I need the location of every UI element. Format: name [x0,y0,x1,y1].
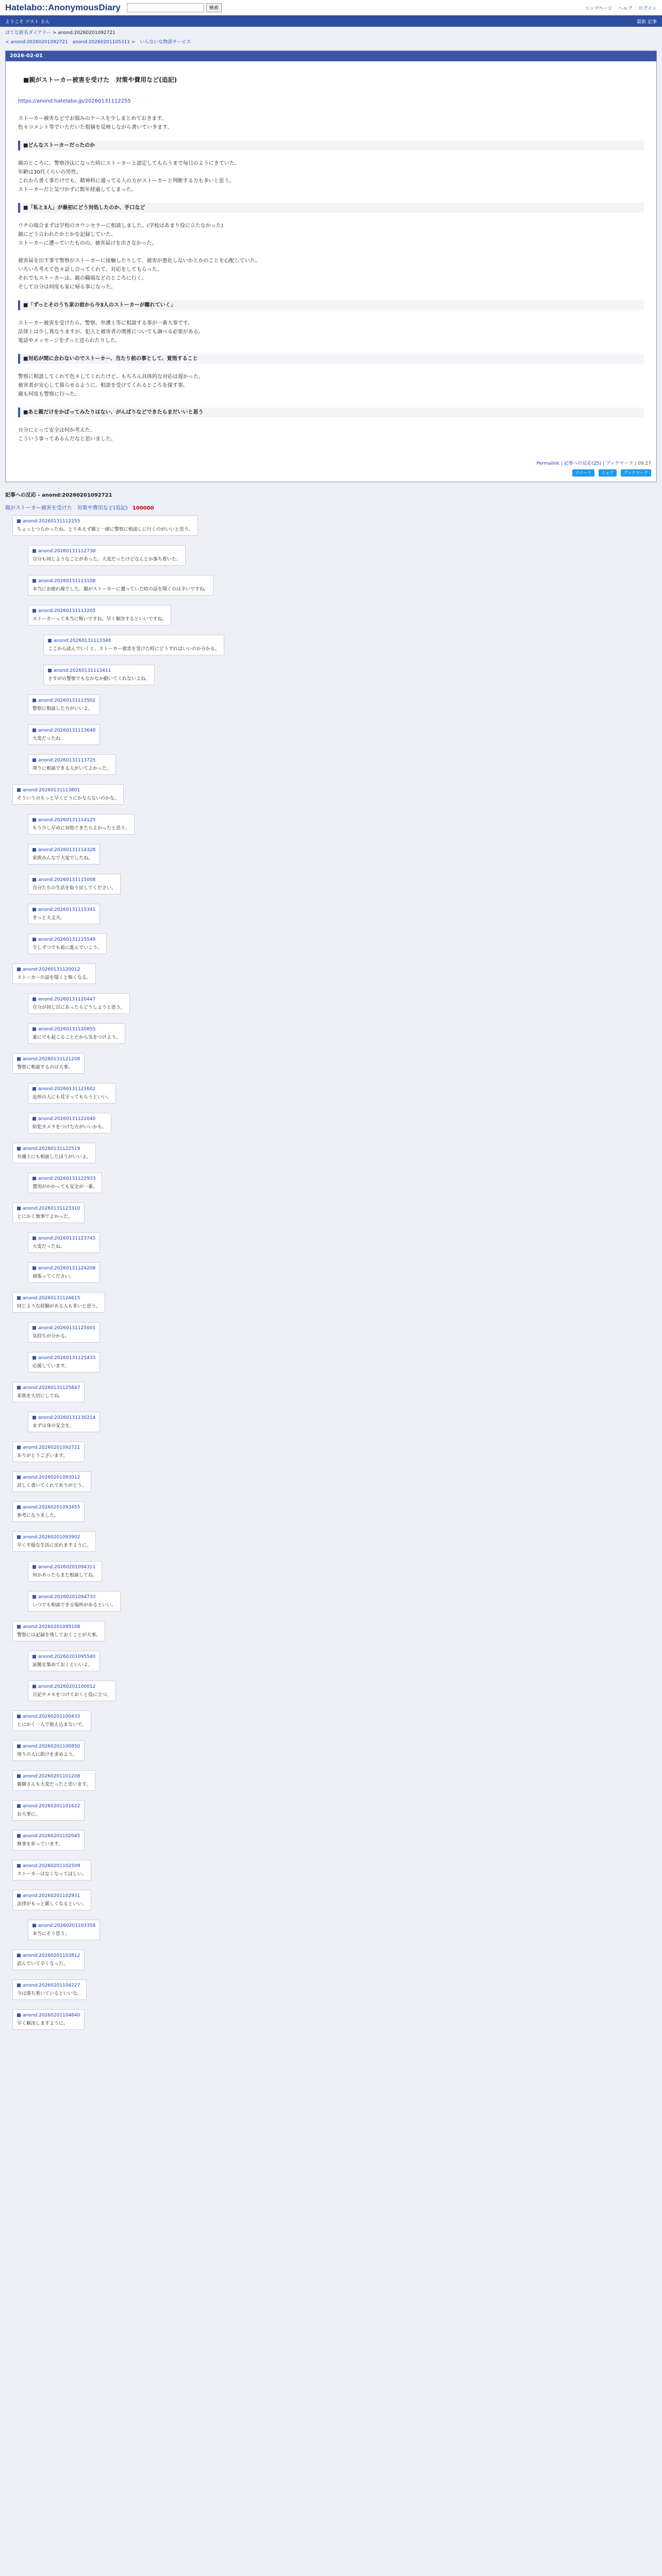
comment-bullet-icon [17,1894,21,1897]
comment-text: 家族みんなで大変でしたね。 [32,856,93,861]
comment-bullet-icon [32,818,36,822]
top-link-login[interactable]: ログイン [638,6,657,11]
comment-text: ストーカーの話を聞くと怖くなる。 [17,975,91,980]
comment-text: 日記やメモをつけておくと役に立つ。 [32,1692,111,1698]
comment [12,963,96,984]
comment [12,1800,85,1821]
comment-text: 費用がかかっても安全が一番。 [32,1184,98,1190]
comment-bullet-icon [17,1505,21,1509]
comment-text: もう少し早めに対処できたらよかったと思う。 [32,826,130,831]
paragraph-line: ■あと親だけをかばってみたりはない、がんばりなどできたらまだいいと思う [23,410,204,415]
comment-text: さすがの警察でもなかなか動いてくれないよね。 [48,676,151,682]
comment-id-link[interactable]: anond:20260131113725 [38,758,96,763]
comment-bullet-icon [32,728,36,732]
paragraph-line: ■「私と3人」が最初にどう対処したのか、手口など [23,205,145,211]
comment-id-link[interactable]: anond:20260201095540 [38,1654,96,1659]
comment-id-link[interactable]: anond:20260131112738 [38,549,96,554]
comment-text: そういうのもっと早くどうにかならないのかな。 [17,796,120,801]
comment-bullet-icon [32,1177,36,1180]
comment-bullet-icon [32,997,36,1001]
prev-entry-link[interactable]: < anond:20260201092721 [5,40,68,45]
comment-text: 自分が同じ目にあったらどうしようと思う。 [32,1005,125,1010]
paragraph [18,222,644,248]
comment-text: 周りの人に助けを求めよう。 [17,1752,78,1757]
comment-id-link[interactable]: anond:20260131112255 [23,519,80,524]
comment-bullet-icon [32,1326,36,1330]
comment-id-link[interactable]: anond:20260131114125 [38,818,96,823]
comment [28,904,100,924]
comment-id-link[interactable]: anond:20260201102509 [23,1863,80,1869]
comment-bullet-icon [17,1774,21,1778]
paragraph [18,426,644,444]
comment-bullet-icon [32,699,36,702]
comment-text: 気持ちが分かる。 [32,1334,70,1339]
top-link-home[interactable]: トップページ [585,6,613,11]
comment-text: 法律がもっと厳しくなるといい。 [17,1902,87,1907]
comment-id-link[interactable]: anond:20260131125433 [38,1355,96,1361]
comment-bullet-icon [17,2013,21,2017]
comment [12,1143,96,1163]
comment-id-link[interactable]: anond:20260131113801 [23,788,80,793]
entry-title[interactable]: ■親がストーカー被害を受けた 対策や費用など(追記) [23,76,177,83]
comment-id-link[interactable]: anond:20260201103812 [23,1953,80,1958]
bookmark-link[interactable]: ブックマーク [605,461,634,466]
entry [5,50,657,482]
section-heading [18,203,644,213]
comment-id-link[interactable]: anond:20260201101208 [23,1774,80,1779]
comment-text: 自分も同じようなことがあった。大変だったけどなんとか落ち着いた。 [32,557,181,562]
paragraph-line: 色々コメント等でいただいた指摘を反映しながら書いていきます。 [18,125,173,130]
comment-text: 家族を大切にしてね。 [17,1394,64,1399]
comment-id-link[interactable]: anond:20260201094733 [38,1595,96,1600]
root-post-tag: 100000 [132,505,154,511]
search-input[interactable] [127,3,204,12]
comment-text: とにかく無事でよかった。 [17,1214,73,1219]
comment-id-link[interactable]: anond:20260131120012 [23,967,80,972]
comment-id-link[interactable]: anond:20260201095108 [23,1624,80,1630]
comment-bullet-icon [48,639,52,642]
comment-bullet-icon [17,1834,21,1838]
comment-id-link[interactable]: anond:20260131123745 [38,1236,96,1241]
comment [28,1920,100,1940]
comment-text: いつでも相談できる場所があるといい。 [32,1603,117,1608]
header [0,0,662,15]
paragraph [18,114,644,132]
comment-text: 何かあったらまた相談してね。 [32,1573,97,1578]
comment [28,1023,125,1044]
comment-text: ちょっとつらかったね。とりあえず親と一緒に警察に相談しに行くのがいいと思う。 [17,527,193,532]
comment [28,605,171,625]
comment-id-link[interactable]: anond:20260131130214 [38,1415,96,1420]
comment-bullet-icon [17,1386,21,1389]
comment-tree [5,515,657,2049]
next-entry-link[interactable]: anond:20260201105311 > [72,40,136,45]
comment-bullet-icon [17,1057,21,1061]
comment-text: お大事に。 [17,1812,41,1817]
comment [28,1651,100,1671]
comment-id-link[interactable]: anond:20260131124208 [38,1266,96,1271]
comment-id-link[interactable]: anond:20260131113348 [54,638,111,643]
section-heading [18,354,644,364]
subbar-links[interactable]: 最新 記事 [637,19,657,25]
comment [12,1740,85,1761]
comment [28,1352,100,1372]
comment [12,1890,91,1910]
paragraph-line: ■どんなストーカーだったのか [23,143,95,148]
comment-text: 同じような経験がある人も多いと思う。 [17,1304,101,1309]
comment-id-link[interactable]: anond:20260131120447 [38,997,96,1002]
comment-text: 警察には記録を残しておくことが大事。 [17,1633,101,1638]
share-button[interactable]: シェア [599,469,617,477]
sub-bar [0,15,662,27]
paragraph-line: ウチの場合まずは学校のカウンセラーに相談しました。(学校はあまり役に立たなかった) [18,223,223,229]
comment [12,1382,85,1402]
share-bar [6,466,656,482]
paragraph-line: ストーカーに遭っていたものの、被害届けを出さなかった。 [18,241,157,246]
comment-bullet-icon [17,1296,21,1300]
comment-id-link[interactable]: anond:20260131122933 [38,1176,96,1181]
comment [28,575,213,596]
comment [12,1501,85,1522]
service-link[interactable]: いらないな物語サービス [140,40,191,45]
paragraph-line: 自分にとって安全は何か考えた。 [18,428,95,433]
entry-date: 2026-02-01 [6,51,656,61]
comment-bullet-icon [32,938,36,941]
breadcrumb-home[interactable]: はてな匿名ダイアリー [5,30,52,36]
comment-bullet-icon [17,1446,21,1449]
comment [28,1113,111,1133]
comment-bullet-icon [32,1416,36,1419]
comment-text: 応援しています。 [32,1364,70,1369]
comment [12,1860,91,1880]
comment-text: 警察に相談するのは大事。 [17,1065,73,1070]
comment-text: とにかく一人で抱え込まないで。 [17,1722,87,1727]
comment-text: 大変だったね [32,736,61,741]
paragraph-line: こういう事ってあるんだなと思いました。 [18,436,116,442]
comment-bullet-icon [32,1356,36,1360]
comment-text: 参考になりました。 [17,1513,59,1518]
comments-heading: 記事への反応 - anond:20260201092721 [5,493,112,498]
comment [43,635,224,655]
comment-text: ここから読んでいくと、ストーカー被害を受けた時にどうすればいいのか分かる。 [48,647,220,652]
comment-id-link[interactable]: anond:20260131125001 [38,1326,96,1331]
comment-bullet-icon [32,1655,36,1658]
comment-text: ストーカーって本当に怖いですね。早く解決するといいですね。 [32,617,167,622]
comment [12,515,198,536]
comment-id-link[interactable]: anond:20260201100433 [23,1714,80,1719]
comment [12,1770,95,1791]
comment-text: 弁護士にも相談したほうがいいよ。 [17,1155,92,1160]
comment [28,814,135,835]
comment [12,1979,87,2000]
comment [28,1083,116,1104]
comment-id-link[interactable]: anond:20260201102045 [23,1834,80,1839]
comment-id-link[interactable]: anond:20260201092721 [23,1445,80,1450]
comment-text: ストーカーはなくなってほしい。 [17,1872,87,1877]
comment-text: 大変だったね。 [32,1244,65,1249]
comment-text: 早く解決しますように。 [17,2021,69,2026]
top-link-help[interactable]: ヘルプ [618,6,633,11]
comment [12,1442,85,1462]
comment [12,1531,96,1552]
comment-bullet-icon [32,1924,36,1927]
comment-id-link[interactable]: anond:20260201100850 [23,1744,80,1749]
comment-bullet-icon [17,519,21,523]
comment-id-link[interactable]: anond:20260131123310 [23,1206,80,1211]
comment-id-link[interactable]: anond:20260131115008 [38,877,96,883]
paragraph [18,319,644,345]
paragraph [18,159,644,194]
comment [28,1262,100,1283]
comment [43,665,155,685]
comment-bullet-icon [48,669,52,672]
comment-id-link[interactable]: anond:20260131113648 [38,728,96,733]
comment [28,724,100,745]
comment-id-link[interactable]: anond:20260201094311 [38,1565,96,1570]
comment-id-link[interactable]: anond:20260131113205 [38,608,96,614]
paragraph-line: 被害者が安心して暮らせるように、相談を受けてくれるところを探す事。 [18,383,188,388]
comment-text: まずは身の安全を。 [32,1423,75,1429]
permalink[interactable]: Permalink [536,461,559,466]
comment-id-link[interactable]: anond:20260201101622 [23,1804,80,1809]
comment-id-link[interactable]: anond:20260131122040 [38,1116,96,1122]
comment-id-link[interactable]: anond:20260201093902 [23,1535,80,1540]
comment-id-link[interactable]: anond:20260131115549 [38,937,96,942]
comment-text: 今は落ち着いているといいな。 [17,1991,82,1996]
comment-bullet-icon [17,1864,21,1868]
paragraph-line: 法律上は少し異なりますが、犯人と被害者の関係についても調べる必要がある。 [18,329,204,335]
comment [28,1322,100,1343]
comment-id-link[interactable]: anond:20260131124615 [23,1296,80,1301]
paragraph-line: ストーカー被害を受けたら、警察、弁護士等に相談する事が一番大事です。 [18,320,193,326]
comment [28,1561,102,1582]
comment-bullet-icon [32,579,36,583]
comment [28,754,116,775]
comment-text: 本当にそう思う。 [32,1931,70,1937]
paragraph-line: ■「ずっとそのうち家の前から今3人のストーカーが離れていく」 [23,302,176,308]
welcome-text: ようこそ ゲスト さん [5,19,50,25]
comment-bullet-icon [32,609,36,613]
comment-bullet-icon [17,1625,21,1629]
comment [28,694,100,715]
comment-bullet-icon [17,1984,21,1987]
comment-text: 誰にでも起こることだから気をつけよう。 [32,1035,121,1040]
comment-bullet-icon [32,878,36,882]
comment [12,1950,85,1970]
paragraph-line: 警察に相談してくれて色々してくれたけど、もちろん具体的な対応は遅かった。 [18,374,204,380]
section-heading [18,141,644,150]
comment-text: 無事を祈っています。 [17,1842,63,1847]
comment [28,1412,100,1432]
paragraph-line: ■対応が間に合わないのでストーカー、当たり前の事として、覚悟すること [23,356,198,362]
comment-id-link[interactable]: anond:20260131115341 [38,907,96,912]
comment-text: ありがとうございます。 [17,1453,68,1459]
comment-bullet-icon [32,1266,36,1270]
comment-bullet-icon [17,968,21,971]
comment-bullet-icon [32,1595,36,1599]
comment [28,1232,100,1253]
comment [12,784,124,805]
comment-text: 本当にお疲れ様でした。親がストーカーに遭っていた時の話を聞くのは辛いですね。 [32,587,209,592]
comment [28,1681,116,1701]
comment-text: 近所の人にも見守ってもらうといい。 [32,1095,112,1100]
comment-text: 親御さんも大変だったと思います。 [17,1782,91,1787]
entry-time: 09:27 [638,461,651,466]
comment [28,874,121,894]
comment-id-link[interactable]: anond:20260201104640 [23,2013,80,2018]
comment [28,934,107,954]
comment [12,1202,85,1223]
comment [28,1591,121,1612]
paragraph [18,372,644,399]
root-post-title[interactable]: 親がストーカー被害を受けた 対策や費用など(追記) [5,505,128,511]
comment-id-link[interactable]: anond:20260131121208 [23,1057,80,1062]
comment-bullet-icon [32,848,36,852]
comment-text: 少しずつでも前に進んでいこう。 [32,945,103,951]
comment-bullet-icon [17,1535,21,1539]
comment-bullet-icon [32,1685,36,1688]
comment-id-link[interactable]: anond:20260131121602 [38,1087,96,1092]
comment-id-link[interactable]: anond:20260131114328 [38,848,96,853]
paragraph-line: それでもストーカーは、親の職場などのところに行く。 [18,276,147,281]
comment-bullet-icon [32,1117,36,1121]
comment-text: 頑張ってください。 [32,1274,75,1279]
comment-bullet-icon [17,1476,21,1479]
comment [12,1053,85,1074]
top-links [585,5,657,11]
comment-id-link[interactable]: anond:20260201093012 [23,1475,80,1480]
day-links [0,36,662,45]
comment-text: 証拠を集めておくといいよ。 [32,1663,93,1668]
paragraph-line: 被害届を出す事で警察がストーカーに接触したりして、被害が悪化しないかとかのことを心配していた。 [18,258,260,264]
comment-id-link[interactable]: anond:20260201093455 [23,1505,80,1510]
comment [12,1710,91,1731]
comment-id-link[interactable]: anond:20260131122519 [23,1146,80,1151]
paragraph-line: いろいろ考えて色々話し合ってくれて、対応をしてもらった。 [18,267,162,273]
breadcrumb-entry: anond:20260201092721 [58,30,115,36]
comment-bullet-icon [32,908,36,911]
comment-bullet-icon [17,1804,21,1808]
comment [28,545,186,566]
tweet-button[interactable]: ツイート [572,469,595,477]
entry-body [6,61,656,457]
root-post [5,503,657,511]
paragraph-line: ストーカーだと気づかずに数年経過してしまった。 [18,187,137,193]
comment-text: 自分たちの生活を取り戻してください。 [32,886,117,891]
comment-text: 読んでいて辛くなった。 [17,1961,69,1967]
paragraph-line: 年齢は30代くらいの男性。 [18,170,81,175]
comment-text: 警察に相談した方がいいよ。 [32,706,93,711]
comment-id-link[interactable]: anond:20260201100012 [38,1684,96,1689]
comment-id-link[interactable]: anond:20260131113411 [54,668,111,673]
paragraph-line: 電話やメッセージをずっと送られたりした。 [18,338,121,344]
comment-bullet-icon [17,1147,21,1150]
comment-bullet-icon [17,1954,21,1957]
comment-id-link[interactable]: anond:20260201103358 [38,1923,96,1928]
comment-text: 早く平穏な生活に戻れますように。 [17,1543,92,1548]
comment [28,993,130,1014]
reactions-link[interactable]: 記事への反応(25) [564,461,602,466]
comment [12,1471,91,1492]
comment-id-link[interactable]: anond:20260131113108 [38,579,96,584]
entry-url[interactable]: https://anond.hatelabo.jp/20260131112255 [18,98,131,104]
search-button[interactable]: 検索 [206,3,222,12]
comment-bullet-icon [17,1207,21,1210]
comment-bullet-icon [32,1027,36,1031]
comment-bullet-icon [32,549,36,553]
comment-text: きっと大丈夫。 [32,916,65,921]
site-logo[interactable]: Hatelabo::AnonymousDiary [5,2,121,12]
paragraph [18,257,644,292]
entry-paragraphs [18,114,644,444]
entry-footer: Permalink | 記事への反応(25) | ブックマーク | 09:27 [536,461,651,466]
comment [12,1292,105,1313]
comment-text: 周りに相談できる人がいてよかった。 [32,766,112,771]
hatena-bookmark-button[interactable]: ブックマーク [621,469,651,477]
comment-bullet-icon [17,1715,21,1718]
paragraph-line: 親のところに、警察沙汰になった時にストーカーと認定してもらうまで毎日のようにきていた。 [18,161,240,166]
comment [12,2009,85,2030]
paragraph-line: そして自分は何度も家に帰る事になった。 [18,284,116,290]
comment-bullet-icon [32,1565,36,1569]
comment-bullet-icon [17,788,21,792]
breadcrumb: はてな匿名ダイアリー > anond:20260201092721 [5,30,115,36]
comment-id-link[interactable]: anond:20260131113502 [38,698,96,703]
paragraph-line: ストーカー被害などでお悩みのケースを少しまとめておきます。 [18,116,167,122]
comment [12,1830,85,1851]
comment-id-link[interactable]: anond:20260201102931 [23,1893,80,1899]
comment-text: 詳しく書いてくれてありがとう。 [17,1483,87,1488]
comment-bullet-icon [32,758,36,762]
comment-bullet-icon [32,1236,36,1240]
section-heading [18,408,644,417]
comment-id-link[interactable]: anond:20260131125847 [23,1385,80,1391]
comment-bullet-icon [17,1744,21,1748]
paragraph-line: 親にどう言われたかとかを記録していた。 [18,232,116,238]
comment [28,844,100,865]
comment-bullet-icon [32,1087,36,1091]
section-heading [18,300,644,310]
comment-id-link[interactable]: anond:20260201104227 [23,1983,80,1988]
comment-id-link[interactable]: anond:20260131120855 [38,1027,96,1032]
paragraph-line: これから書く事だけでも、精神科に通ってる人の方がストーカーと判断する方も多いと思う。 [18,178,235,184]
paragraph-line: 親も何度も警察に行った。 [18,392,80,397]
comment [12,1621,105,1641]
comment-text: 防犯カメラをつけた方がいいかも。 [32,1125,107,1130]
comment [28,1173,102,1193]
